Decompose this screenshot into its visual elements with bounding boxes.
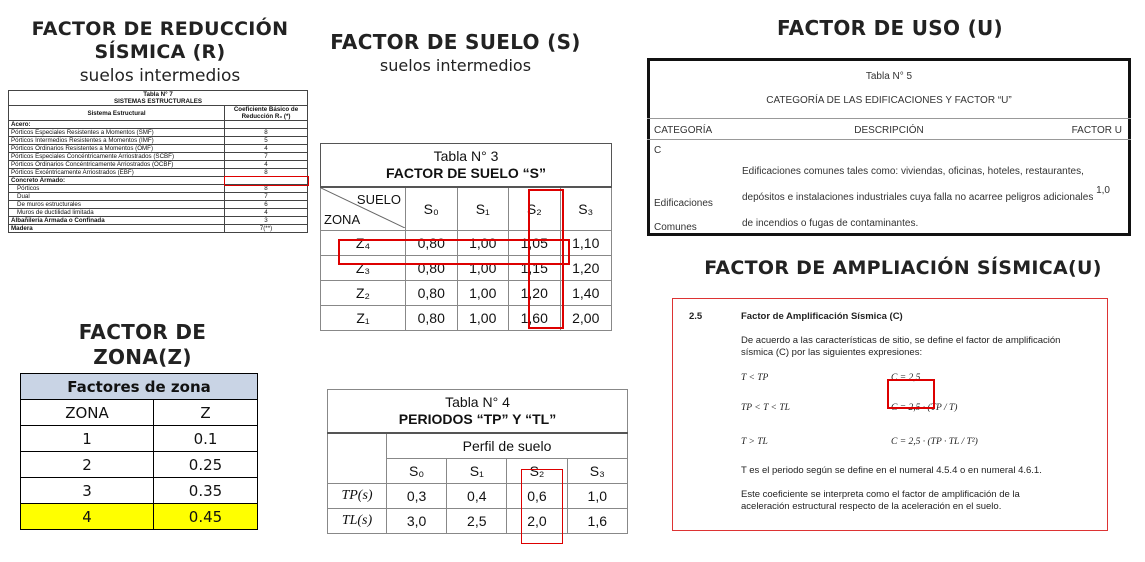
r-row-value: 8	[225, 185, 308, 193]
t-cell: 0,6	[507, 484, 567, 509]
r-row-label: Pórticos Excéntricamente Arriostrados (EBF)	[9, 169, 225, 177]
u-description: Edificaciones comunes tales como: viviendas, oficinas, hoteles, restaurantes, depósitos e instalaciones industriales cuya falla no acarree peligros adicionales de incendios o fugas de contaminantes.	[742, 166, 1094, 229]
s-cell: 1,00	[457, 256, 509, 281]
s-corner-cell	[321, 187, 406, 231]
r-row-label: Pórticos Ordinarios Resistentes a Momentos (OMF)	[9, 145, 225, 153]
t-table-caption: Tabla N° 4 PERIODOS “TP” Y “TL”	[328, 390, 628, 434]
r-table-row	[9, 225, 308, 233]
u-cat-letter: C	[654, 145, 662, 156]
s-row-zone: Z₁	[321, 306, 406, 331]
r-row-label: Dual	[9, 193, 225, 201]
u-col-descripcion: DESCRIPCIÓN	[854, 125, 924, 136]
s-col-0: S₀	[406, 187, 458, 231]
r-row-label: Albañilería Armada o Confinada	[9, 217, 225, 225]
s-cell: 0,80	[406, 256, 458, 281]
t-col-1: S₁	[447, 459, 507, 484]
r-row-value: 7(**)	[225, 225, 308, 233]
r-subtitle: suelos intermedios	[79, 66, 241, 86]
s-table	[320, 143, 612, 331]
c-section-num: 2.5	[689, 311, 703, 322]
r-row-label: Pórticos Ordinarios Concéntricamente Arriostrados (OCBF)	[9, 161, 225, 169]
s-cell: 1,00	[457, 231, 509, 256]
c-cond2: TP < T < TL	[741, 403, 790, 413]
r-col-sistema: Sistema Estructural	[9, 106, 225, 121]
s-corner-top: SUELO	[356, 192, 401, 207]
r-row-value: 4	[225, 145, 308, 153]
r-table-row	[9, 217, 308, 225]
r-row-value: 6	[225, 201, 308, 209]
t-table-row	[328, 509, 628, 534]
r-table-row	[9, 161, 308, 169]
u-caption2: CATEGORÍA DE LAS EDIFICACIONES Y FACTOR “U”	[766, 95, 1012, 106]
t-group-header: Perfil de suelo	[387, 433, 628, 459]
r-row-value: 5	[225, 137, 308, 145]
u-divider	[647, 118, 1131, 119]
s-cell: 1,00	[457, 281, 509, 306]
u-caption1: Tabla N° 5	[865, 71, 913, 82]
u-cat-name1: Edificaciones	[654, 198, 713, 209]
s-cell: 1,00	[457, 306, 509, 331]
z-col-z: Z	[154, 400, 258, 426]
z-row-zone: 3	[21, 478, 154, 504]
s-row-zone: Z₂	[321, 281, 406, 306]
r-table-row	[9, 201, 308, 209]
z-table-row	[21, 426, 258, 452]
z-row-zone: 1	[21, 426, 154, 452]
r-row-label: Pórticos Especiales Concéntricamente Arriostrados (SCBF)	[9, 153, 225, 161]
r-table-row	[9, 209, 308, 217]
z-row-value: 0.1	[154, 426, 258, 452]
s-cell: 1,60	[509, 306, 561, 331]
s-cell: 1,20	[560, 256, 612, 281]
c-cond3: T > TL	[741, 437, 768, 447]
t-cell: 2,0	[507, 509, 567, 534]
r-title-line2: SÍSMICA (R)	[94, 41, 226, 63]
t-empty-corner	[328, 433, 387, 484]
u-cat-name2: Comunes	[654, 222, 697, 233]
c-title: FACTOR DE AMPLIACIÓN SÍSMICA(U)	[704, 257, 1102, 279]
r-table-row	[9, 153, 308, 161]
s-subtitle: suelos intermedios	[379, 56, 532, 75]
s-cell: 0,80	[406, 281, 458, 306]
z-col-zona: ZONA	[21, 400, 154, 426]
u-table-box	[647, 58, 1131, 236]
s-cell: 0,80	[406, 231, 458, 256]
t-cell: 0,4	[447, 484, 507, 509]
r-table-row	[9, 129, 308, 137]
t-table-row	[328, 484, 628, 509]
t-cell: 2,5	[447, 509, 507, 534]
s-cell: 1,15	[509, 256, 561, 281]
s-col-2: S₂	[509, 187, 561, 231]
r-table-row	[9, 145, 308, 153]
r-table-row	[9, 169, 308, 177]
s-cell: 0,80	[406, 306, 458, 331]
s-table-row	[321, 281, 612, 306]
z-row-value: 0.35	[154, 478, 258, 504]
s-row-zone: Z₄	[321, 231, 406, 256]
s-cell: 1,20	[509, 281, 561, 306]
r-table-row	[9, 137, 308, 145]
r-table	[8, 90, 308, 233]
r-row-label: Muros de ductilidad limitada	[9, 209, 225, 217]
z-table-row	[21, 452, 258, 478]
t-col-3: S₃	[567, 459, 627, 484]
z-table	[20, 373, 258, 530]
r-row-label: Concreto Armado:	[9, 177, 225, 185]
r-title-line1: FACTOR DE REDUCCIÓN	[31, 18, 289, 40]
t-cell: 0,3	[387, 484, 447, 509]
r-row-label: Madera	[9, 225, 225, 233]
t-row-label: TP(s)	[328, 484, 387, 509]
r-table-row	[9, 177, 308, 185]
u-col-factor: FACTOR U	[1071, 125, 1122, 136]
r-row-value: 7	[225, 193, 308, 201]
s-table-row	[321, 306, 612, 331]
s-cell: 1,10	[560, 231, 612, 256]
r-row-label: Pórticos	[9, 185, 225, 193]
r-row-value	[225, 177, 308, 185]
r-row-value: 7	[225, 153, 308, 161]
t-table	[327, 389, 628, 534]
c-box	[672, 298, 1108, 531]
r-table-row	[9, 185, 308, 193]
r-row-value	[225, 121, 308, 129]
z-table-row	[21, 478, 258, 504]
u-title: FACTOR DE USO (U)	[777, 16, 1003, 40]
z-row-zone: 4	[21, 504, 154, 530]
c-intro: De acuerdo a las características de sitio, se define el factor de amplificación sísmica (C) por las siguientes expresiones:	[741, 335, 1061, 358]
c-expr2: C = 2,5 · (TP / T)	[891, 403, 958, 413]
s-col-1: S₁	[457, 187, 509, 231]
r-row-value: 4	[225, 209, 308, 217]
r-table-row	[9, 193, 308, 201]
u-factor-value: 1,0	[1096, 185, 1110, 196]
r-row-label: Pórticos Especiales Resistentes a Momentos (SMF)	[9, 129, 225, 137]
z-title-line2: ZONA(Z)	[93, 345, 192, 369]
c-expr1: C = 2,5	[891, 373, 921, 383]
s-row-zone: Z₃	[321, 256, 406, 281]
r-row-value: 3	[225, 217, 308, 225]
u-col-categoria: CATEGORÍA	[654, 125, 713, 136]
t-highlight-s2-col	[521, 469, 563, 544]
c-note: T es el periodo según se define en el numeral 4.5.4 o en numeral 4.6.1.	[741, 465, 1042, 476]
c-closing: Este coeficiente se interpreta como el factor de amplificación de la aceleración estructural respecto de la aceleración en el suelo.	[741, 489, 1020, 512]
s-cell: 2,00	[560, 306, 612, 331]
s-corner-bottom: ZONA	[324, 212, 361, 227]
s-title: FACTOR DE SUELO (S)	[330, 30, 581, 54]
u-divider2	[647, 139, 1131, 140]
r-row-label: Acero:	[9, 121, 225, 129]
s-table-caption: Tabla N° 3 FACTOR DE SUELO “S”	[321, 144, 612, 188]
r-row-label: De muros estructurales	[9, 201, 225, 209]
s-cell: 1,05	[509, 231, 561, 256]
r-row-value: 4	[225, 161, 308, 169]
c-expr3: C = 2,5 · (TP · TL / T²)	[891, 437, 978, 447]
t-cell: 1,6	[567, 509, 627, 534]
t-cell: 3,0	[387, 509, 447, 534]
r-col-coef: Coeficiente Básico de Reducción R₀ (*)	[225, 106, 308, 121]
z-row-value: 0.25	[154, 452, 258, 478]
s-cell: 1,40	[560, 281, 612, 306]
r-row-value: 8	[225, 129, 308, 137]
t-col-0: S₀	[387, 459, 447, 484]
z-row-zone: 2	[21, 452, 154, 478]
z-row-value: 0.45	[154, 504, 258, 530]
t-row-label: TL(s)	[328, 509, 387, 534]
s-col-3: S₃	[560, 187, 612, 231]
c-heading: Factor de Amplificación Sísmica (C)	[741, 311, 903, 322]
t-cell: 1,0	[567, 484, 627, 509]
z-table-row	[21, 504, 258, 530]
r-row-value: 8	[225, 169, 308, 177]
z-table-header: Factores de zona	[21, 374, 258, 400]
c-cond1: T < TP	[741, 373, 769, 383]
r-table-row	[9, 121, 308, 129]
t-col-2: S₂	[507, 459, 567, 484]
z-title-line1: FACTOR DE	[78, 320, 207, 344]
c-highlight-box	[887, 379, 935, 409]
s-highlight-s2-col	[528, 189, 564, 329]
r-row-label: Pórticos Intermedios Resistentes a Momentos (IMF)	[9, 137, 225, 145]
r-table-caption: Tabla N° 7 SISTEMAS ESTRUCTURALES	[9, 91, 308, 106]
